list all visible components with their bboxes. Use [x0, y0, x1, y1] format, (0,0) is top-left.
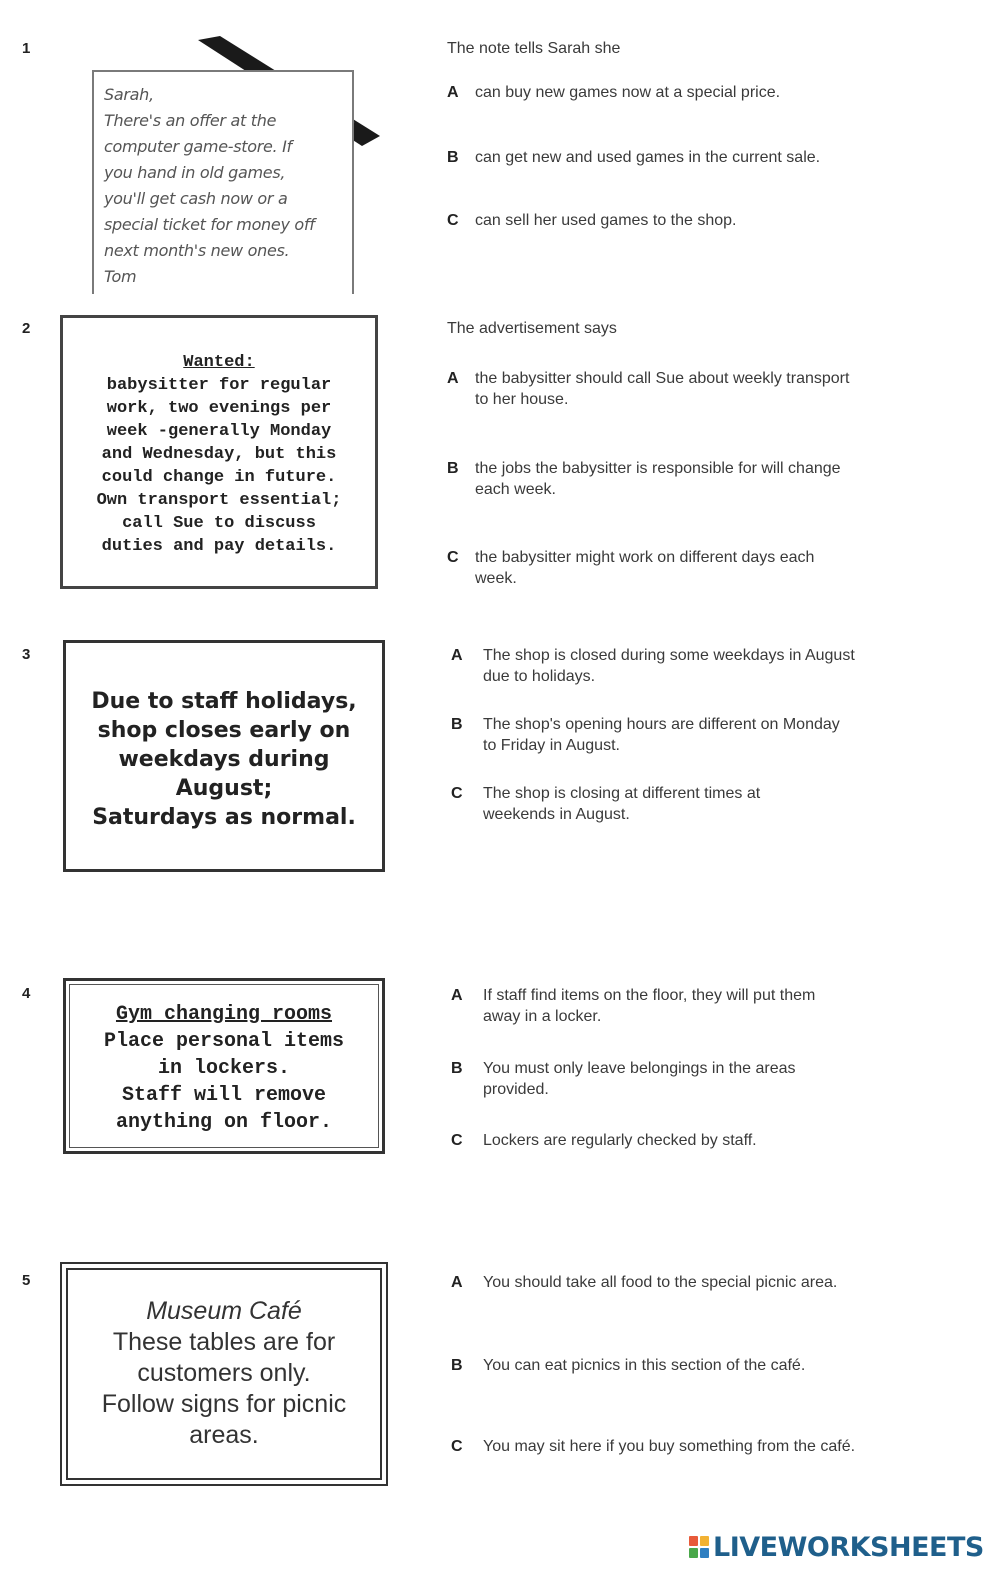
sign-line: Follow signs for picnic	[101, 1390, 347, 1418]
notice-line: Saturdays as normal.	[92, 805, 356, 830]
option-text: the babysitter should call Sue about weekly transport to her house.	[475, 370, 850, 408]
notice-box	[63, 640, 385, 872]
option-letter: C	[447, 549, 459, 566]
option-letter: B	[447, 460, 459, 477]
answer-option-a[interactable]	[447, 368, 857, 410]
answer-option-c[interactable]	[451, 783, 831, 825]
option-letter: C	[447, 212, 459, 229]
question-number: 1	[22, 40, 31, 57]
answer-option-a[interactable]	[451, 985, 831, 1027]
option-text: can buy new games now at a special price.	[475, 84, 781, 101]
option-letter: A	[451, 647, 463, 664]
option-text: You may sit here if you buy something from the café.	[483, 1438, 856, 1455]
advert-heading: Wanted:	[183, 353, 255, 372]
note-line: special ticket for money off	[104, 215, 315, 234]
note-line: you hand in old games,	[104, 163, 286, 182]
advert-line: duties and pay details.	[101, 537, 337, 556]
answer-option-c[interactable]	[451, 1130, 861, 1151]
option-text: You must only leave belongings in the areas provided.	[483, 1060, 796, 1098]
answer-option-b[interactable]	[447, 458, 857, 500]
liveworksheets-brand[interactable]	[688, 1531, 984, 1563]
option-text: The shop is closing at different times at weekends in August.	[483, 785, 761, 823]
option-text: can sell her used games to the shop.	[475, 212, 737, 229]
option-letter: B	[451, 716, 463, 733]
option-letter: A	[451, 1274, 463, 1291]
answer-option-c[interactable]	[447, 210, 867, 231]
option-text: You should take all food to the special picnic area.	[483, 1274, 838, 1291]
answer-option-a[interactable]	[451, 1272, 861, 1293]
sign-line: areas.	[189, 1421, 259, 1449]
advert-line: week -generally Monday	[106, 422, 332, 441]
question-number: 2	[22, 320, 31, 337]
question-prompt: The note tells Sarah she	[447, 40, 621, 57]
notice-line: Due to staff holidays,	[91, 689, 357, 714]
note-line: you'll get cash now or a	[104, 189, 288, 208]
brand-name: LIVEWORKSHEETS	[713, 1531, 984, 1563]
option-text: The shop's opening hours are different on Monday to Friday in August.	[483, 716, 840, 754]
sign-heading: Museum Café	[146, 1297, 302, 1325]
option-text: Lockers are regularly checked by staff.	[483, 1132, 757, 1149]
advert-line: babysitter for regular	[106, 376, 332, 395]
notice-line: August;	[175, 776, 273, 801]
answer-option-c[interactable]	[451, 1436, 861, 1457]
option-letter: A	[447, 370, 459, 387]
answer-option-b[interactable]	[447, 147, 847, 168]
sign-line: in lockers.	[157, 1057, 291, 1080]
note-line: next month's new ones.	[104, 241, 290, 260]
sign-heading: Gym changing rooms	[115, 1003, 333, 1026]
sign-line: Place personal items	[103, 1030, 345, 1053]
option-letter: B	[447, 149, 459, 166]
option-text: The shop is closed during some weekdays in August due to holidays.	[483, 647, 855, 685]
answer-option-a[interactable]	[447, 82, 867, 103]
advert-box	[60, 315, 378, 589]
answer-option-b[interactable]	[451, 714, 851, 756]
note-line: Sarah,	[104, 85, 154, 104]
option-letter: C	[451, 1132, 463, 1149]
option-letter: A	[451, 987, 463, 1004]
sign-line: anything on floor.	[115, 1111, 333, 1134]
answer-option-b[interactable]	[451, 1058, 861, 1100]
notice-line: weekdays during	[118, 747, 330, 772]
advert-line: could change in future.	[101, 468, 337, 487]
answer-option-b[interactable]	[451, 1355, 831, 1376]
question-number: 4	[22, 985, 31, 1002]
question-number: 3	[22, 646, 31, 663]
option-letter: B	[451, 1060, 463, 1077]
option-text: If staff find items on the floor, they will put them away in a locker.	[483, 987, 816, 1025]
cafe-sign-box	[60, 1262, 388, 1486]
option-text: the babysitter might work on different days each week.	[475, 549, 815, 587]
option-letter: C	[451, 785, 463, 802]
option-letter: B	[451, 1357, 463, 1374]
advert-line: call Sue to discuss	[122, 514, 316, 533]
note-line: computer game-store. If	[104, 137, 292, 156]
question-number: 5	[22, 1272, 31, 1289]
advert-line: Own transport essential;	[96, 491, 342, 510]
option-letter: A	[447, 84, 459, 101]
question-prompt: The advertisement says	[447, 320, 617, 337]
option-text: can get new and used games in the current sale.	[475, 149, 821, 166]
sign-line: These tables are for	[112, 1328, 336, 1356]
note-line: There's an offer at the	[104, 111, 277, 130]
option-text: You can eat picnics in this section of the café.	[483, 1357, 806, 1374]
advert-line: work, two evenings per	[106, 399, 332, 418]
liveworksheets-logo-icon	[688, 1534, 710, 1560]
note-card	[92, 70, 354, 294]
notice-line: shop closes early on	[97, 718, 351, 743]
advert-line: and Wednesday, but this	[101, 445, 337, 464]
sign-line: customers only.	[137, 1359, 311, 1387]
option-text: the jobs the babysitter is responsible for will change each week.	[475, 460, 841, 498]
note-line: Tom	[104, 267, 137, 286]
gym-sign-box	[63, 978, 385, 1154]
sign-line: Staff will remove	[121, 1084, 327, 1107]
answer-option-c[interactable]	[447, 547, 857, 589]
option-letter: C	[451, 1438, 463, 1455]
answer-option-a[interactable]	[451, 645, 861, 687]
